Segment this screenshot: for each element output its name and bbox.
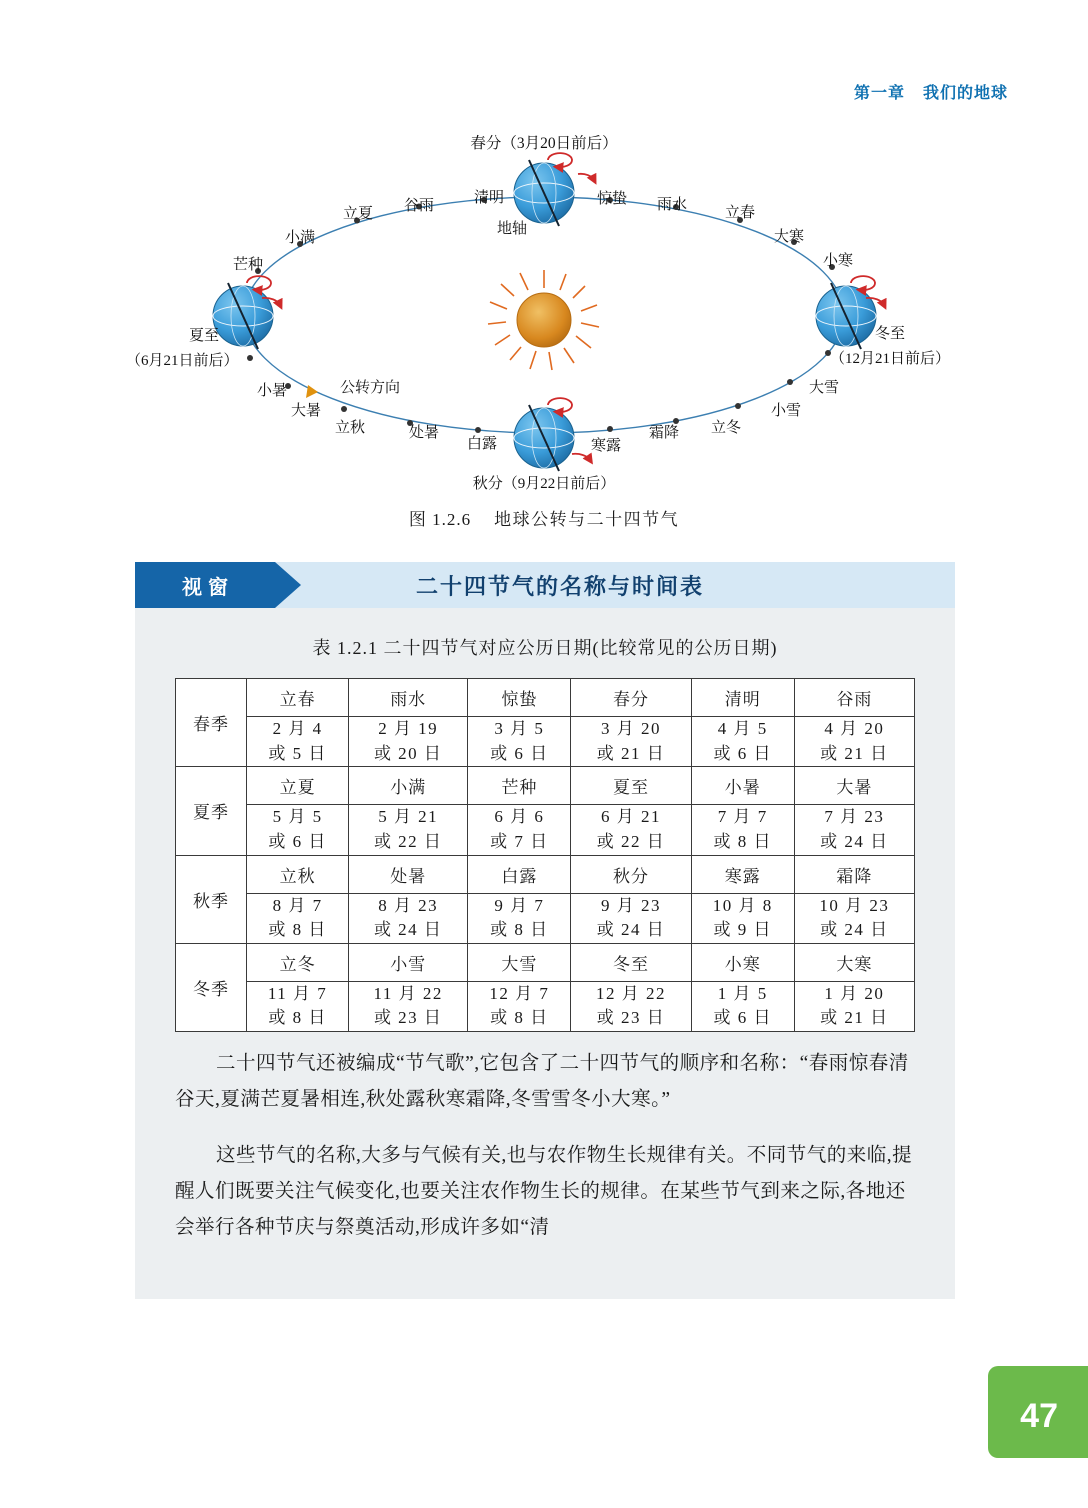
window-body <box>135 608 955 1299</box>
date-cell: 3 月 20 或 21 日 <box>571 717 691 767</box>
window-title: 二十四节气的名称与时间表 <box>415 573 704 599</box>
figure-caption-number: 图 1.2.6 <box>408 510 472 529</box>
term-cell: 秋分 <box>571 855 691 893</box>
term-jingzhe: 惊蛰 <box>596 191 628 207</box>
term-cell: 雨水 <box>349 679 468 717</box>
term-cell: 大寒 <box>794 943 914 981</box>
date-cell: 1 月 5 或 6 日 <box>691 981 794 1031</box>
term-qingming: 清明 <box>473 190 505 206</box>
term-xiaoxue: 小雪 <box>770 403 802 419</box>
term-cell: 大暑 <box>794 767 914 805</box>
date-cell: 2 月 4 或 5 日 <box>247 717 349 767</box>
term-chushu: 处暑 <box>408 425 440 441</box>
label-spring-equinox: 春分（3月20日前后） <box>470 135 618 152</box>
term-guyu: 谷雨 <box>403 198 435 214</box>
term-daxue: 大雪 <box>808 380 840 396</box>
date-cell: 6 月 6 或 7 日 <box>468 805 571 855</box>
term-cell: 小寒 <box>691 943 794 981</box>
date-cell: 7 月 23 或 24 日 <box>794 805 914 855</box>
season-label-autumn: 秋季 <box>176 855 247 943</box>
term-hanlu: 寒露 <box>590 438 622 454</box>
term-mangzhong: 芒种 <box>232 257 264 273</box>
term-cell: 春分 <box>571 679 691 717</box>
earth-autumn <box>514 398 590 471</box>
term-cell: 谷雨 <box>794 679 914 717</box>
term-lichun: 立春 <box>724 205 756 221</box>
date-cell: 12 月 7 或 8 日 <box>468 981 571 1031</box>
term-cell: 立秋 <box>247 855 349 893</box>
orbit-diagram <box>0 120 1088 510</box>
term-shuangjiang: 霜降 <box>648 425 680 441</box>
earth-winter <box>816 276 884 349</box>
orbit-figure <box>0 120 1088 510</box>
term-dahan: 大寒 <box>773 229 805 245</box>
term-yushui: 雨水 <box>656 197 688 213</box>
table-row <box>176 679 915 717</box>
season-label-winter: 冬季 <box>176 943 247 1031</box>
chapter-header <box>854 80 1008 103</box>
date-cell: 4 月 5 或 6 日 <box>691 717 794 767</box>
chapter-title: 我们的地球 <box>922 85 1008 102</box>
orbit-direction-arrow <box>306 385 318 398</box>
label-winter-solstice: 冬至 <box>875 326 906 342</box>
term-cell: 霜降 <box>794 855 914 893</box>
date-cell: 3 月 5 或 6 日 <box>468 717 571 767</box>
date-cell: 8 月 23 或 24 日 <box>349 893 468 943</box>
term-cell: 立冬 <box>247 943 349 981</box>
term-dashu: 大暑 <box>290 403 322 419</box>
date-cell: 12 月 22 或 23 日 <box>571 981 691 1031</box>
term-cell: 寒露 <box>691 855 794 893</box>
date-cell: 10 月 23 或 24 日 <box>794 893 914 943</box>
table-caption: 表 1.2.1 二十四节气对应公历日期(比较常见的公历日期) <box>312 638 778 658</box>
figure-caption <box>0 505 1088 530</box>
label-summer-solstice: 夏至 <box>189 328 220 344</box>
term-cell: 小暑 <box>691 767 794 805</box>
table-row <box>176 717 915 767</box>
term-cell: 小雪 <box>349 943 468 981</box>
term-cell: 清明 <box>691 679 794 717</box>
term-xiaoman: 小满 <box>284 230 316 246</box>
term-cell: 冬至 <box>571 943 691 981</box>
window-tag: 视窗 <box>135 562 275 608</box>
date-cell: 4 月 20 或 21 日 <box>794 717 914 767</box>
figure-caption-text: 地球公转与二十四节气 <box>494 510 680 529</box>
term-cell: 处暑 <box>349 855 468 893</box>
chapter-number: 第一章 <box>853 85 905 102</box>
term-cell: 惊蛰 <box>468 679 571 717</box>
earth-spring <box>514 153 594 226</box>
date-cell: 11 月 7 或 8 日 <box>247 981 349 1031</box>
page-number: 47 <box>1020 1397 1058 1435</box>
date-cell: 8 月 7 或 8 日 <box>247 893 349 943</box>
term-bailu: 白露 <box>466 436 498 452</box>
label-autumn-equinox: 秋分（9月22日前后） <box>472 476 616 492</box>
table-row <box>176 893 915 943</box>
paragraph-song: 二十四节气还被编成“节气歌”,它包含了二十四节气的顺序和名称：“春雨惊春清谷天,夏满芒夏暑相连,秋处露秋寒霜降,冬雪雪冬小大寒。” <box>175 1053 909 1111</box>
window-header <box>135 562 955 608</box>
term-cell: 立夏 <box>247 767 349 805</box>
date-cell: 10 月 8 或 9 日 <box>691 893 794 943</box>
date-cell: 6 月 21 或 22 日 <box>571 805 691 855</box>
term-cell: 小满 <box>349 767 468 805</box>
term-cell: 立春 <box>247 679 349 717</box>
label-summer-solstice-date: （6月21日前后） <box>126 353 239 369</box>
sun-icon <box>488 270 599 370</box>
term-cell: 白露 <box>468 855 571 893</box>
term-cell: 芒种 <box>468 767 571 805</box>
table-row <box>176 855 915 893</box>
term-cell: 夏至 <box>571 767 691 805</box>
date-cell: 1 月 20 或 21 日 <box>794 981 914 1031</box>
term-xiaohan: 小寒 <box>822 253 854 269</box>
label-orbit-direction: 公转方向 <box>340 380 401 396</box>
table-row <box>176 805 915 855</box>
table-row <box>176 981 915 1031</box>
term-cell: 大雪 <box>468 943 571 981</box>
date-cell: 5 月 21 或 22 日 <box>349 805 468 855</box>
table-row <box>176 943 915 981</box>
date-cell: 7 月 7 或 8 日 <box>691 805 794 855</box>
date-cell: 9 月 23 或 24 日 <box>571 893 691 943</box>
date-cell: 2 月 19 或 20 日 <box>349 717 468 767</box>
solar-terms-table <box>175 678 915 1032</box>
term-lidong: 立冬 <box>710 420 742 436</box>
season-label-spring: 春季 <box>176 679 247 767</box>
term-xiaoshu: 小暑 <box>256 383 288 399</box>
date-cell: 5 月 5 或 6 日 <box>247 805 349 855</box>
label-earth-axis: 地轴 <box>496 221 528 237</box>
paragraph-meaning: 这些节气的名称,大多与气候有关,也与农作物生长规律有关。不同节气的来临,提醒人们既要关注气候变化,也要关注农作物生长的规律。在某些节气到来之际,各地还会举行各种节庆与祭奠活动,形成许多如“清 <box>175 1144 913 1238</box>
earth-summer <box>213 276 280 349</box>
date-cell: 11 月 22 或 23 日 <box>349 981 468 1031</box>
window-section <box>135 562 955 1299</box>
date-cell: 9 月 7 或 8 日 <box>468 893 571 943</box>
season-label-summer: 夏季 <box>176 767 247 855</box>
label-winter-solstice-date: （12月21日前后） <box>830 351 951 367</box>
table-row <box>176 767 915 805</box>
term-lixia: 立夏 <box>342 206 374 222</box>
term-liqiu: 立秋 <box>334 420 366 436</box>
